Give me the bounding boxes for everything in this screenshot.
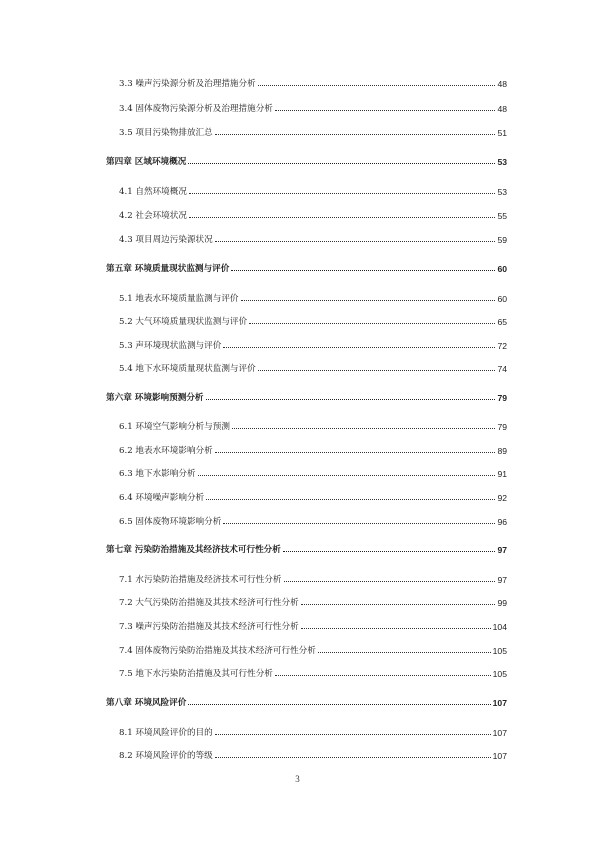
toc-entry-title: 第四章 区域环境概况 [106, 157, 187, 167]
toc-chapter-entry[interactable] [106, 389, 507, 403]
toc-dot-leader [223, 347, 495, 348]
toc-dot-leader [301, 628, 491, 629]
toc-dot-leader [275, 110, 496, 111]
toc-dot-leader [189, 193, 495, 194]
toc-entry-page-number: 79 [497, 422, 507, 432]
toc-entry-page-number: 65 [497, 317, 507, 327]
toc-section-entry[interactable] [119, 724, 507, 738]
toc-dot-leader [284, 581, 496, 582]
toc-entry-page-number: 91 [497, 469, 507, 479]
toc-section-entry[interactable] [119, 207, 507, 221]
toc-entry-title: 6.2 地表水环境影响分析 [119, 446, 213, 456]
toc-entry-title: 第七章 污染防治措施及其经济技术可行性分析 [106, 545, 281, 555]
toc-dot-leader [215, 241, 496, 242]
toc-dot-leader [188, 163, 495, 164]
toc-entry-title: 6.1 环境空气影响分析与预测 [119, 422, 230, 432]
toc-dot-leader [258, 85, 496, 86]
toc-entry-title: 7.2 大气污染防治措施及其技术经济可行性分析 [119, 598, 299, 608]
toc-dot-leader [249, 323, 495, 324]
toc-entry-page-number: 97 [497, 545, 507, 555]
toc-entry-page-number: 107 [492, 728, 507, 738]
toc-entry-title: 第八章 环境风险评价 [106, 698, 187, 708]
toc-dot-leader [275, 675, 491, 676]
toc-dot-leader [198, 475, 496, 476]
toc-entry-page-number: 51 [497, 128, 507, 138]
toc-entry-title: 4.2 社会环境状况 [119, 211, 187, 221]
toc-entry-title: 7.5 地下水污染防治措施及其可行性分析 [119, 669, 273, 679]
toc-section-entry[interactable] [119, 290, 507, 304]
toc-entry-page-number: 105 [492, 669, 507, 679]
toc-section-entry[interactable] [119, 313, 507, 327]
toc-entry-title: 7.3 噪声污染防治措施及其技术经济可行性分析 [119, 622, 299, 632]
toc-entry-page-number: 96 [497, 517, 507, 527]
toc-section-entry[interactable] [119, 360, 507, 374]
toc-entry-page-number: 99 [497, 598, 507, 608]
toc-entry-page-number: 89 [497, 446, 507, 456]
toc-entry-title: 3.3 噪声污染源分析及治理措施分析 [119, 79, 256, 89]
toc-entry-page-number: 59 [497, 235, 507, 245]
toc-entry-title: 第六章 环境影响预测分析 [106, 393, 204, 403]
toc-entry-title: 8.1 环境风险评价的目的 [119, 728, 213, 738]
toc-section-entry[interactable] [119, 100, 507, 114]
toc-entry-title: 5.4 地下水环境质量现状监测与评价 [119, 364, 256, 374]
toc-chapter-entry[interactable] [106, 694, 507, 708]
toc-entry-title: 7.4 固体废物污染防治措施及其技术经济可行性分析 [119, 646, 316, 656]
toc-chapter-entry[interactable] [106, 153, 507, 167]
toc-dot-leader [206, 499, 495, 500]
toc-entry-title: 5.3 声环境现状监测与评价 [119, 341, 222, 351]
toc-entry-title: 3.4 固体废物污染源分析及治理措施分析 [119, 104, 273, 114]
toc-section-entry[interactable] [119, 642, 507, 656]
toc-entry-page-number: 53 [497, 187, 507, 197]
toc-entry-title: 6.3 地下水影响分析 [119, 469, 196, 479]
toc-section-entry[interactable] [119, 465, 507, 479]
toc-dot-leader [258, 370, 496, 371]
toc-dot-leader [215, 452, 496, 453]
toc-entry-title: 第五章 环境质量现状监测与评价 [106, 264, 230, 274]
toc-entry-title: 6.4 环境噪声影响分析 [119, 493, 205, 503]
toc-dot-leader [215, 134, 496, 135]
page-number: 3 [295, 774, 300, 784]
toc-dot-leader [188, 704, 490, 705]
toc-dot-leader [215, 757, 491, 758]
toc-section-entry[interactable] [119, 513, 507, 527]
toc-entry-page-number: 92 [497, 493, 507, 503]
toc-section-entry[interactable] [119, 442, 507, 456]
toc-section-entry[interactable] [119, 571, 507, 585]
toc-section-entry[interactable] [119, 124, 507, 138]
toc-dot-leader [232, 428, 496, 429]
toc-entry-title: 5.2 大气环境质量现状监测与评价 [119, 317, 248, 327]
toc-dot-leader [301, 604, 496, 605]
toc-entry-page-number: 48 [497, 79, 507, 89]
toc-dot-leader [318, 652, 491, 653]
toc-entry-page-number: 72 [497, 341, 507, 351]
toc-section-entry[interactable] [119, 75, 507, 89]
toc-entry-title: 6.5 固体废物环境影响分析 [119, 517, 222, 527]
toc-entry-page-number: 48 [497, 104, 507, 114]
toc-dot-leader [215, 734, 491, 735]
toc-dot-leader [189, 217, 495, 218]
toc-section-entry[interactable] [119, 183, 507, 197]
toc-entry-title: 4.1 自然环境概况 [119, 187, 187, 197]
toc-chapter-entry[interactable] [106, 260, 507, 274]
toc-section-entry[interactable] [119, 231, 507, 245]
toc-entry-title: 5.1 地表水环境质量监测与评价 [119, 294, 239, 304]
toc-section-entry[interactable] [119, 665, 507, 679]
toc-section-entry[interactable] [119, 618, 507, 632]
toc-entry-page-number: 97 [497, 575, 507, 585]
toc-dot-leader [223, 523, 495, 524]
toc-entry-title: 8.2 环境风险评价的等级 [119, 751, 213, 761]
toc-chapter-entry[interactable] [106, 541, 507, 555]
toc-section-entry[interactable] [119, 418, 507, 432]
toc-entry-page-number: 79 [497, 393, 507, 403]
toc-entry-title: 4.3 项目周边污染源状况 [119, 235, 213, 245]
toc-entry-page-number: 60 [497, 294, 507, 304]
toc-entry-page-number: 60 [497, 264, 507, 274]
toc-entry-page-number: 105 [492, 646, 507, 656]
toc-section-entry[interactable] [119, 337, 507, 351]
toc-dot-leader [283, 551, 496, 552]
toc-entry-title: 7.1 水污染防治措施及经济技术可行性分析 [119, 575, 282, 585]
toc-entry-page-number: 74 [497, 364, 507, 374]
toc-section-entry[interactable] [119, 489, 507, 503]
toc-entry-page-number: 53 [497, 157, 507, 167]
toc-section-entry[interactable] [119, 747, 507, 761]
toc-dot-leader [241, 300, 496, 301]
toc-entry-page-number: 104 [492, 622, 507, 632]
toc-entry-page-number: 55 [497, 211, 507, 221]
toc-dot-leader [231, 270, 495, 271]
toc-entry-page-number: 107 [492, 751, 507, 761]
toc-entry-page-number: 107 [492, 698, 507, 708]
toc-section-entry[interactable] [119, 594, 507, 608]
toc-entry-title: 3.5 项目污染物排放汇总 [119, 128, 213, 138]
toc-dot-leader [206, 399, 496, 400]
